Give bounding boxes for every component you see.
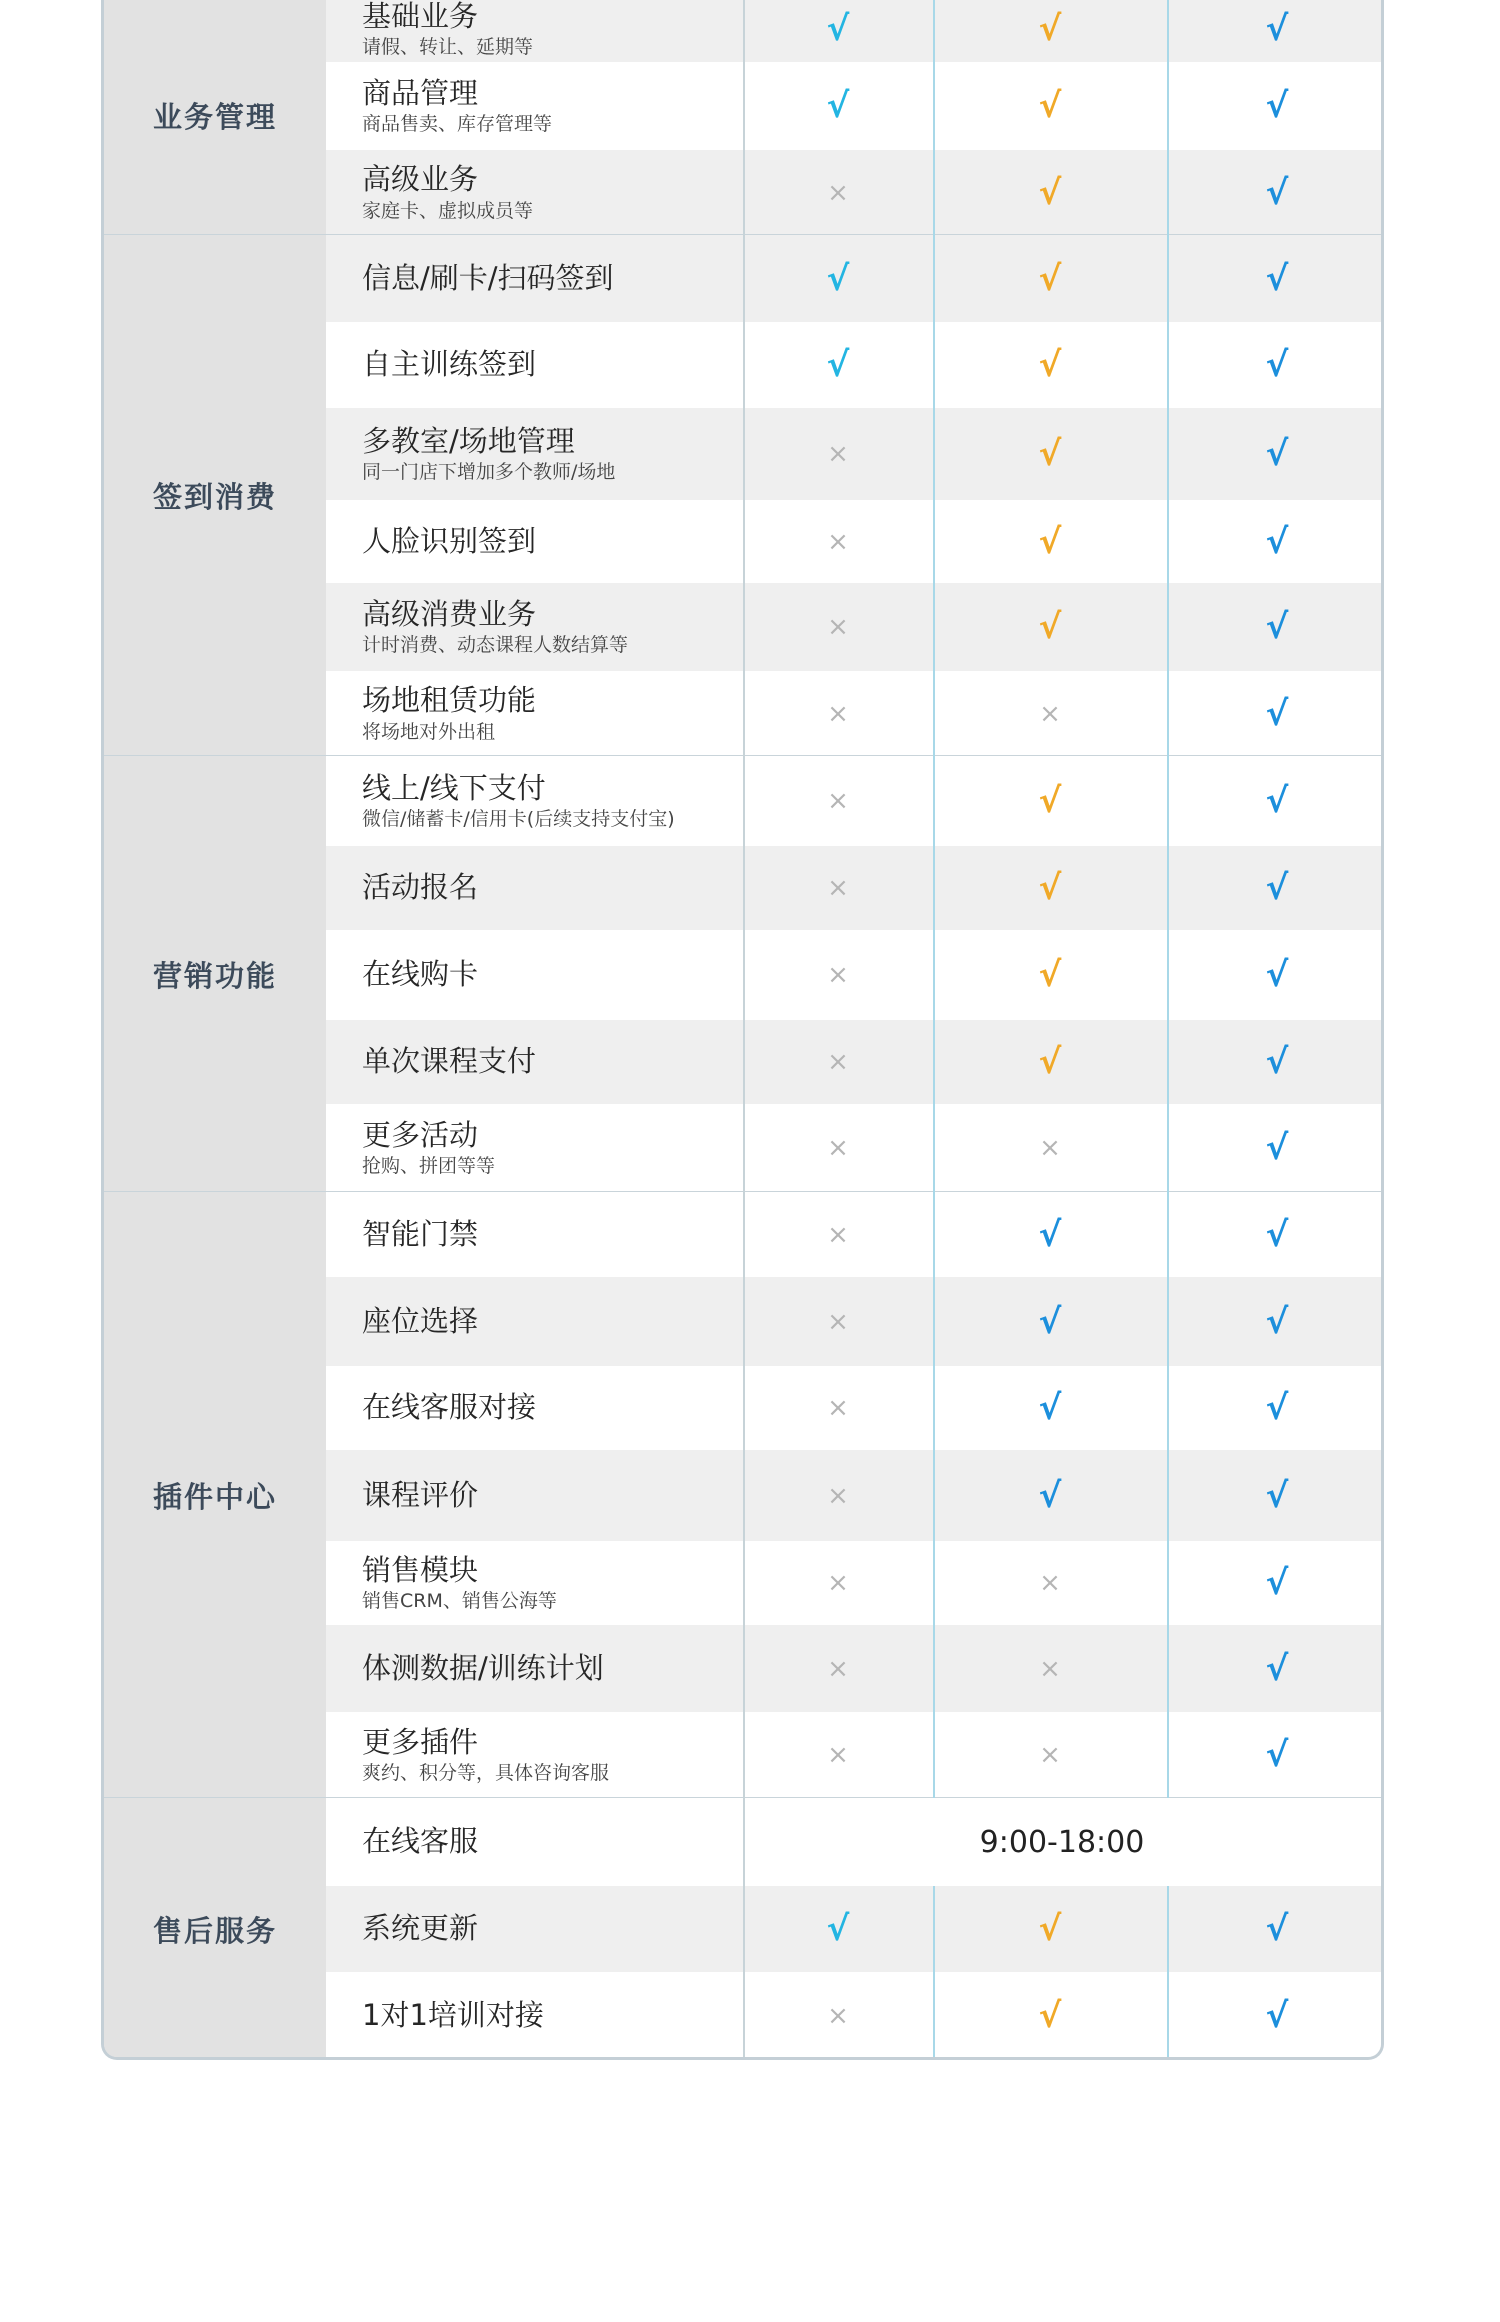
check-icon: √ (1038, 1388, 1062, 1428)
feature-title: 在线客服对接 (362, 1390, 537, 1425)
cross-icon: × (827, 873, 849, 903)
feature-title: 商品管理 (362, 75, 479, 110)
feature-name-cell (362, 1192, 478, 1277)
group-label-cell (104, 756, 326, 1192)
feature-title: 信息/刷卡/扫码签到 (362, 260, 614, 295)
feature-name-cell (362, 62, 552, 150)
feature-title: 自主训练签到 (362, 347, 537, 382)
feature-row (326, 62, 1381, 150)
feature-row (326, 408, 1381, 500)
feature-title: 单次课程支付 (362, 1044, 537, 1079)
check-icon: √ (1038, 1996, 1062, 2036)
cross-icon: × (827, 786, 849, 816)
feature-row (326, 1625, 1381, 1712)
feature-row (326, 1886, 1381, 1972)
feature-title: 基础业务 (362, 0, 479, 33)
feature-subtitle: 抢购、拼团等等 (362, 1155, 496, 1178)
check-icon: √ (1265, 1475, 1289, 1516)
group-label-cell (104, 1192, 326, 1798)
check-icon: √ (1038, 1475, 1062, 1516)
feature-subtitle: 同一门店下增加多个教师/场地 (362, 461, 616, 484)
feature-row (326, 846, 1381, 930)
check-icon: √ (1265, 1301, 1289, 1342)
feature-title: 课程评价 (362, 1477, 479, 1512)
feature-title: 场地租赁功能 (362, 683, 537, 718)
feature-title: 智能门禁 (362, 1216, 479, 1251)
feature-row (326, 1192, 1381, 1277)
cross-icon: × (827, 1047, 849, 1077)
feature-name-cell (362, 150, 533, 235)
feature-row (326, 1020, 1381, 1104)
feature-row (326, 1712, 1381, 1798)
feature-row (326, 671, 1381, 756)
feature-name-cell (362, 1712, 609, 1798)
cross-icon: × (827, 439, 849, 469)
check-icon: √ (1265, 607, 1289, 647)
service-hours: 9:00-18:00 (979, 1824, 1145, 1860)
feature-title: 体测数据/训练计划 (362, 1650, 604, 1685)
feature-name-cell (362, 583, 628, 671)
feature-row (326, 1104, 1381, 1192)
feature-name-cell (362, 930, 478, 1020)
feature-title: 活动报名 (362, 870, 479, 905)
cross-icon: × (827, 1393, 849, 1423)
check-icon: √ (1265, 172, 1289, 213)
check-icon: √ (1038, 258, 1062, 299)
feature-row (326, 322, 1381, 408)
group-label: 业务管理 (152, 100, 277, 134)
feature-row (326, 1450, 1381, 1541)
feature-title: 高级业务 (362, 162, 479, 197)
feature-name-cell (362, 846, 478, 930)
feature-name-cell (362, 1104, 495, 1192)
cross-icon: × (827, 1306, 849, 1337)
check-icon: √ (1265, 1128, 1289, 1168)
check-icon: √ (1265, 434, 1289, 474)
check-icon: √ (1265, 521, 1289, 562)
cross-icon: × (1039, 1653, 1061, 1684)
feature-name-cell (362, 1541, 557, 1625)
check-icon: √ (826, 1909, 850, 1949)
check-icon: √ (1265, 1735, 1289, 1775)
check-icon: √ (1265, 1909, 1289, 1949)
feature-row (326, 583, 1381, 671)
group-label-cell (104, 1798, 326, 2060)
check-icon: √ (1265, 693, 1289, 734)
feature-title: 更多活动 (362, 1117, 479, 1152)
cross-icon: × (827, 1219, 849, 1250)
check-icon: √ (1038, 434, 1062, 474)
feature-row (326, 235, 1381, 322)
group-label-cell (104, 0, 326, 235)
check-icon: √ (1038, 1214, 1062, 1255)
feature-row (326, 0, 1381, 62)
cross-icon: × (827, 526, 849, 557)
cross-icon: × (1039, 1133, 1061, 1163)
feature-row (326, 756, 1381, 846)
check-icon: √ (1265, 1214, 1289, 1255)
feature-name-cell (362, 1886, 478, 1972)
cross-icon: × (827, 1653, 849, 1684)
feature-row (326, 1798, 1381, 1886)
cross-icon: × (827, 177, 849, 208)
feature-row (326, 500, 1381, 583)
column-divider (743, 0, 745, 2060)
check-icon: √ (1038, 1909, 1062, 1949)
check-icon: √ (1038, 9, 1062, 49)
feature-name-cell (362, 1450, 478, 1541)
feature-subtitle: 请假、转让、延期等 (362, 36, 534, 59)
feature-subtitle: 爽约、积分等，具体咨询客服 (362, 1762, 610, 1785)
check-icon: √ (1038, 1042, 1062, 1082)
feature-row (326, 1366, 1381, 1450)
feature-row (326, 1541, 1381, 1625)
check-icon: √ (1265, 1648, 1289, 1689)
check-icon: √ (1265, 1563, 1289, 1603)
cross-icon: × (1039, 1568, 1061, 1598)
feature-name-cell (362, 756, 675, 846)
check-icon: √ (1265, 258, 1289, 299)
feature-row (326, 150, 1381, 235)
feature-title: 系统更新 (362, 1911, 479, 1946)
check-icon: √ (826, 345, 850, 385)
feature-name-cell (362, 0, 533, 62)
check-icon: √ (1265, 955, 1289, 995)
feature-name-cell (362, 671, 536, 756)
check-icon: √ (1038, 521, 1062, 562)
feature-title: 1对1培训对接 (362, 1998, 544, 2033)
feature-name-cell (362, 1625, 604, 1712)
check-icon: √ (1265, 345, 1289, 385)
check-icon: √ (826, 9, 850, 49)
feature-title: 多教室/场地管理 (362, 423, 575, 458)
feature-title: 更多插件 (362, 1724, 479, 1759)
column-divider (933, 1886, 935, 2060)
feature-title: 座位选择 (362, 1303, 479, 1338)
check-icon: √ (1038, 781, 1062, 821)
feature-title: 在线购卡 (362, 957, 479, 992)
feature-title: 在线客服 (362, 1824, 479, 1859)
feature-subtitle: 将场地对外出租 (362, 720, 496, 743)
feature-name-cell (362, 1972, 544, 2060)
cross-icon: × (827, 1568, 849, 1598)
cross-icon: × (827, 698, 849, 729)
column-divider (933, 0, 935, 1798)
check-icon: √ (1038, 955, 1062, 995)
check-icon: √ (1038, 86, 1062, 126)
column-divider (1167, 0, 1169, 1798)
check-icon: √ (1038, 607, 1062, 647)
column-divider (1167, 1886, 1169, 2060)
feature-row (326, 1972, 1381, 2060)
feature-name-cell (362, 500, 536, 583)
cross-icon: × (827, 612, 849, 642)
feature-name-cell (362, 322, 536, 408)
cross-icon: × (1039, 698, 1061, 729)
check-icon: √ (1265, 868, 1289, 908)
feature-name-cell (362, 408, 615, 500)
feature-subtitle: 微信/储蓄卡/信用卡(后续支持支付宝) (362, 808, 675, 831)
feature-subtitle: 商品售卖、库存管理等 (362, 113, 553, 136)
feature-title: 人脸识别签到 (362, 523, 537, 558)
check-icon: √ (1265, 1388, 1289, 1428)
feature-subtitle: 计时消费、动态课程人数结算等 (362, 634, 629, 657)
check-icon: √ (1265, 86, 1289, 126)
cross-icon: × (827, 2001, 849, 2031)
feature-name-cell (362, 1366, 536, 1450)
cross-icon: × (827, 960, 849, 990)
feature-name-cell (362, 235, 614, 322)
check-icon: √ (826, 86, 850, 126)
check-icon: √ (1038, 172, 1062, 213)
group-label-cell (104, 235, 326, 756)
check-icon: √ (1038, 1301, 1062, 1342)
cross-icon: × (1039, 1740, 1061, 1770)
check-icon: √ (1265, 1996, 1289, 2036)
group-label: 营销功能 (152, 958, 277, 993)
feature-title: 线上/线下支付 (362, 770, 546, 805)
group-label: 签到消费 (152, 480, 277, 514)
feature-name-cell (362, 1277, 478, 1366)
check-icon: √ (1038, 345, 1062, 385)
feature-name-cell (362, 1020, 536, 1104)
group-label: 插件中心 (152, 1479, 277, 1514)
feature-subtitle: 家庭卡、虚拟成员等 (362, 199, 534, 222)
group-label: 售后服务 (152, 1913, 277, 1948)
check-icon: √ (1265, 9, 1289, 49)
cross-icon: × (827, 1133, 849, 1163)
feature-row (326, 930, 1381, 1020)
cross-icon: × (827, 1480, 849, 1511)
check-icon: √ (826, 258, 850, 299)
check-icon: √ (1265, 781, 1289, 821)
feature-title: 销售模块 (362, 1552, 479, 1587)
cross-icon: × (827, 1740, 849, 1770)
check-icon: √ (1038, 868, 1062, 908)
feature-comparison-table (101, 0, 1384, 2060)
feature-row (326, 1277, 1381, 1366)
feature-name-cell (362, 1798, 478, 1886)
feature-subtitle: 销售CRM、销售公海等 (362, 1590, 557, 1613)
feature-title: 高级消费业务 (362, 596, 537, 631)
check-icon: √ (1265, 1042, 1289, 1082)
